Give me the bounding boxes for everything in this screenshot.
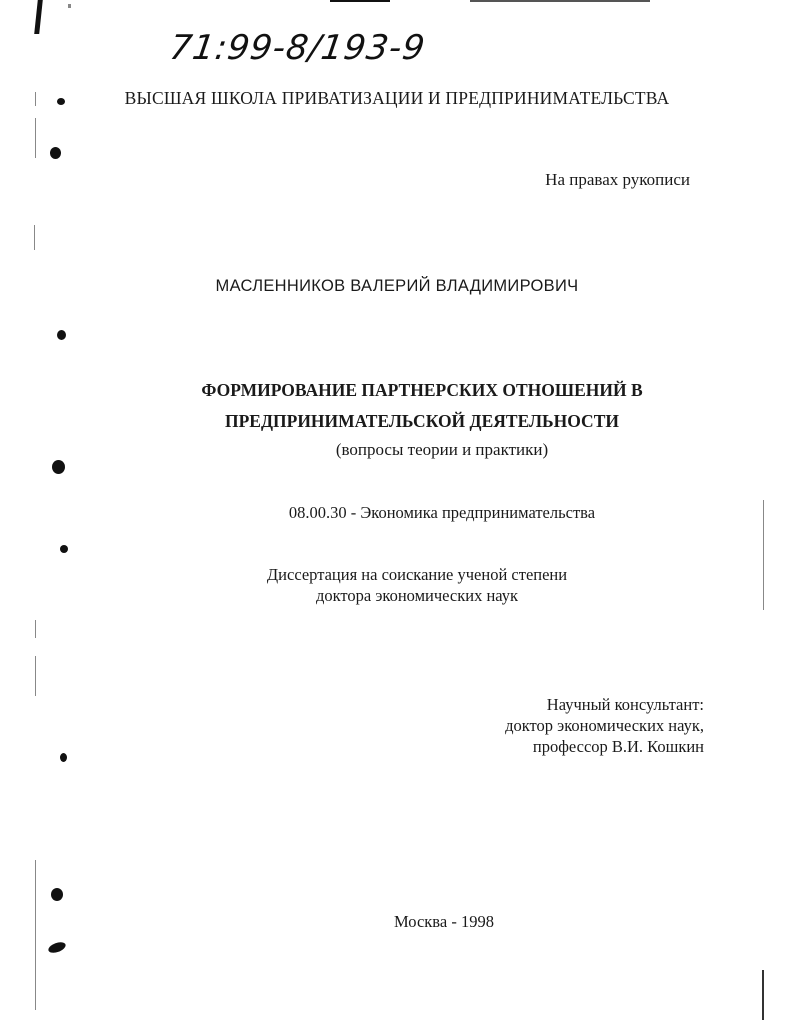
degree-line-2: доктора экономических наук	[315, 586, 519, 605]
dissertation-title	[0, 375, 794, 437]
consultant-line-1: Научный консультант:	[546, 695, 704, 714]
scan-margin-line	[34, 225, 35, 250]
scan-margin-line	[35, 118, 36, 158]
punch-hole-mark	[57, 330, 66, 340]
degree-statement	[0, 564, 794, 606]
consultant-line-3: профессор В.И. Кошкин	[532, 737, 704, 756]
specialty-code: 08.00.30 - Экономика предпринимательства	[288, 503, 596, 522]
scan-right-edge	[762, 970, 764, 1020]
degree-line-1: Диссертация на соискание ученой степени	[266, 565, 568, 584]
dissertation-subtitle: (вопросы теории и практики)	[335, 440, 549, 459]
scan-top-line	[470, 0, 650, 2]
punch-hole-mark	[52, 460, 65, 474]
scan-top-line	[330, 0, 390, 2]
handwritten-catalog-number: 71:99-8/193-9	[167, 28, 428, 68]
consultant-line-2: доктор экономических наук,	[505, 716, 704, 735]
author-name: МАСЛЕННИКОВ ВАЛЕРИЙ ВЛАДИМИРОВИЧ	[215, 277, 579, 295]
manuscript-rights-note: На правах рукописи	[545, 170, 690, 189]
scan-margin-line	[35, 860, 36, 1010]
city-year: Москва - 1998	[394, 912, 494, 931]
punch-hole-mark	[60, 753, 67, 762]
punch-hole-mark	[51, 888, 63, 901]
scan-margin-line	[35, 620, 36, 638]
title-line-1: ФОРМИРОВАНИЕ ПАРТНЕРСКИХ ОТНОШЕНИЙ В	[201, 380, 643, 400]
scientific-consultant	[505, 694, 704, 757]
scan-margin-line	[35, 656, 36, 696]
scan-speck	[68, 4, 71, 8]
institution-name: ВЫСШАЯ ШКОЛА ПРИВАТИЗАЦИИ И ПРЕДПРИНИМАТЕЛЬСТВА	[124, 88, 670, 108]
punch-hole-mark	[47, 940, 67, 955]
title-line-2: ПРЕДПРИНИМАТЕЛЬСКОЙ ДЕЯТЕЛЬНОСТИ	[225, 411, 619, 431]
punch-hole-mark	[60, 545, 68, 553]
punch-hole-mark	[50, 147, 61, 159]
scan-edge-mark	[34, 0, 43, 34]
